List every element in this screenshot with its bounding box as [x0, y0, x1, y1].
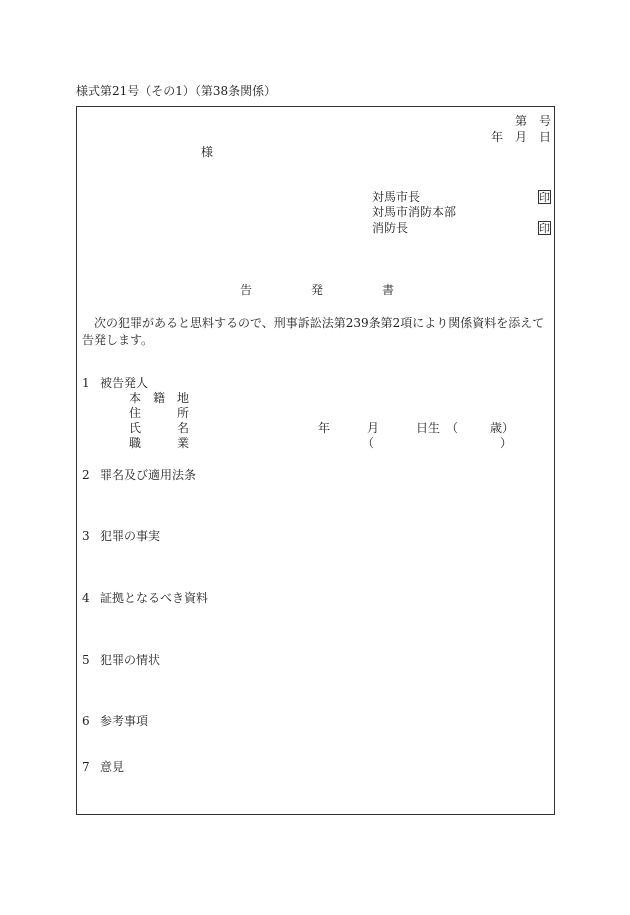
- section-1-number: 1: [82, 376, 90, 390]
- section-6-number: 6: [82, 714, 90, 728]
- shimei-char-1: 氏: [129, 421, 142, 435]
- section-7-number: 7: [82, 760, 90, 774]
- title-char-1: 告: [240, 283, 253, 297]
- sender-mayor: 対馬市長: [372, 190, 421, 204]
- doc-number-prefix: 第: [515, 114, 528, 128]
- jusho-char-1: 住: [129, 406, 142, 420]
- title-char-2: 発: [311, 283, 324, 297]
- section-2-label: 罪名及び適用法条: [100, 468, 197, 482]
- age-open-paren: （: [446, 421, 459, 435]
- form-frame: [76, 106, 555, 815]
- form-number: 様式第21号（その1）（第38条関係）: [76, 84, 277, 98]
- section-5-number: 5: [82, 653, 90, 667]
- intro-text: 次の犯罪があると思料するので、刑事訴訟法第239条第2項により関係資料を添えて告発します。: [82, 316, 545, 347]
- section-2-number: 2: [82, 468, 90, 482]
- honseki-char-2: 籍: [153, 391, 166, 405]
- section-4-label: 証拠となるべき資料: [100, 591, 209, 605]
- date-year: 年: [491, 130, 504, 144]
- occupation-open-paren: （: [362, 436, 375, 450]
- jusho-char-2: 所: [177, 406, 190, 420]
- sender-fire-dept: 対馬市消防本部: [372, 205, 457, 219]
- section-7-label: 意見: [100, 760, 125, 774]
- intro-paragraph: [82, 315, 552, 349]
- section-4-number: 4: [82, 591, 90, 605]
- shimei-char-2: 名: [177, 421, 190, 435]
- birth-month-label: 月: [367, 421, 380, 435]
- date-day: 日: [539, 130, 552, 144]
- mayor-seal: 印: [539, 191, 550, 204]
- occupation-close-paren: ）: [500, 436, 513, 450]
- title-char-3: 書: [382, 283, 395, 297]
- shokugyo-char-2: 業: [177, 436, 190, 450]
- section-1-label: 被告発人: [100, 376, 149, 390]
- sender-fire-chief: 消防長: [372, 221, 409, 235]
- doc-number-suffix: 号: [539, 114, 552, 128]
- section-3-number: 3: [82, 529, 90, 543]
- addressee-suffix: 様: [201, 145, 214, 159]
- birth-day-label: 日生: [416, 421, 441, 435]
- age-unit-label: 歳）: [490, 421, 515, 435]
- date-month: 月: [515, 130, 528, 144]
- honseki-char-3: 地: [177, 391, 190, 405]
- section-5-label: 犯罪の情状: [100, 653, 161, 667]
- section-3-label: 犯罪の事実: [100, 529, 161, 543]
- section-6-label: 参考事項: [100, 714, 149, 728]
- birth-year-label: 年: [318, 421, 331, 435]
- fire-chief-seal: 印: [539, 222, 550, 235]
- honseki-char-1: 本: [129, 391, 142, 405]
- shokugyo-char-1: 職: [129, 436, 142, 450]
